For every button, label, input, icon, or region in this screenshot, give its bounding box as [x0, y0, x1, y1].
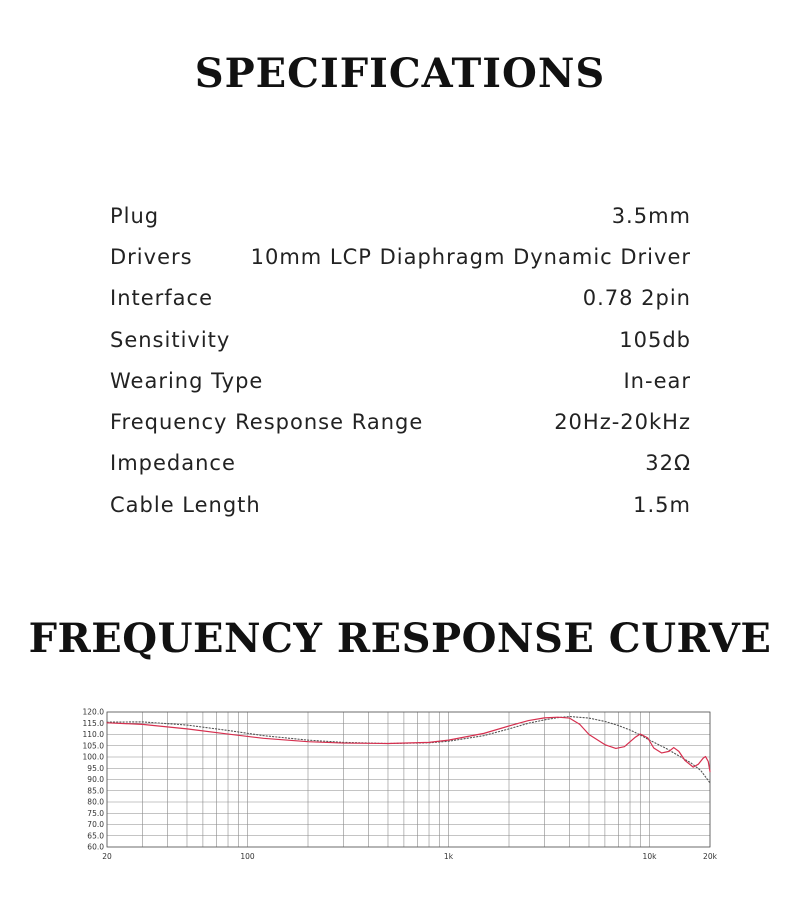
y-tick-label: 105.0 — [82, 741, 104, 751]
spec-label: Sensitivity — [110, 327, 231, 352]
y-tick-label: 70.0 — [87, 820, 104, 830]
y-tick-label: 75.0 — [87, 808, 104, 818]
spec-label: Impedance — [110, 451, 236, 476]
specifications-table — [110, 195, 691, 525]
frequency-response-title: FREQUENCY RESPONSE CURVE — [28, 615, 772, 662]
x-tick-label: 20k — [703, 852, 717, 861]
spec-value: 3.5mm — [611, 203, 691, 228]
y-tick-label: 120.0 — [82, 707, 104, 717]
spec-row-impedance — [110, 443, 691, 484]
spec-row-drivers — [110, 236, 691, 277]
y-tick-label: 80.0 — [87, 797, 104, 807]
y-tick-label: 115.0 — [82, 718, 104, 728]
spec-label: Cable Length — [110, 492, 261, 517]
y-tick-label: 65.0 — [87, 831, 104, 841]
x-tick-label: 100 — [240, 852, 255, 861]
spec-label: Plug — [110, 203, 160, 228]
spec-row-wearing-type — [110, 360, 691, 401]
spec-value: 32Ω — [645, 451, 691, 476]
y-tick-label: 90.0 — [87, 775, 104, 785]
spec-value: 20Hz-20kHz — [554, 410, 691, 435]
chart-svg — [60, 700, 740, 870]
y-tick-label: 100.0 — [82, 752, 104, 762]
spec-row-sensitivity — [110, 319, 691, 360]
specifications-title: SPECIFICATIONS — [194, 50, 606, 97]
spec-value: 0.78 2pin — [582, 286, 691, 311]
x-tick-label: 20 — [102, 852, 112, 861]
spec-row-cable-length — [110, 484, 691, 525]
y-tick-label: 110.0 — [82, 730, 104, 740]
frequency-response-chart — [60, 700, 740, 870]
spec-label: Drivers — [110, 244, 193, 269]
spec-value: 10mm LCP Diaphragm Dynamic Driver — [250, 244, 691, 269]
y-tick-label: 95.0 — [87, 763, 104, 773]
spec-value: 1.5m — [633, 492, 691, 517]
spec-row-plug — [110, 195, 691, 236]
spec-value: In-ear — [623, 368, 691, 393]
spec-label: Wearing Type — [110, 368, 264, 393]
x-tick-label: 10k — [642, 852, 657, 861]
spec-row-interface — [110, 278, 691, 319]
spec-value: 105db — [619, 327, 691, 352]
spec-row-frequency-range — [110, 401, 691, 442]
x-tick-label: 1k — [443, 852, 454, 861]
spec-label: Frequency Response Range — [110, 410, 424, 435]
y-tick-label: 85.0 — [87, 786, 104, 796]
spec-label: Interface — [110, 286, 214, 311]
y-tick-label: 60.0 — [87, 842, 104, 852]
